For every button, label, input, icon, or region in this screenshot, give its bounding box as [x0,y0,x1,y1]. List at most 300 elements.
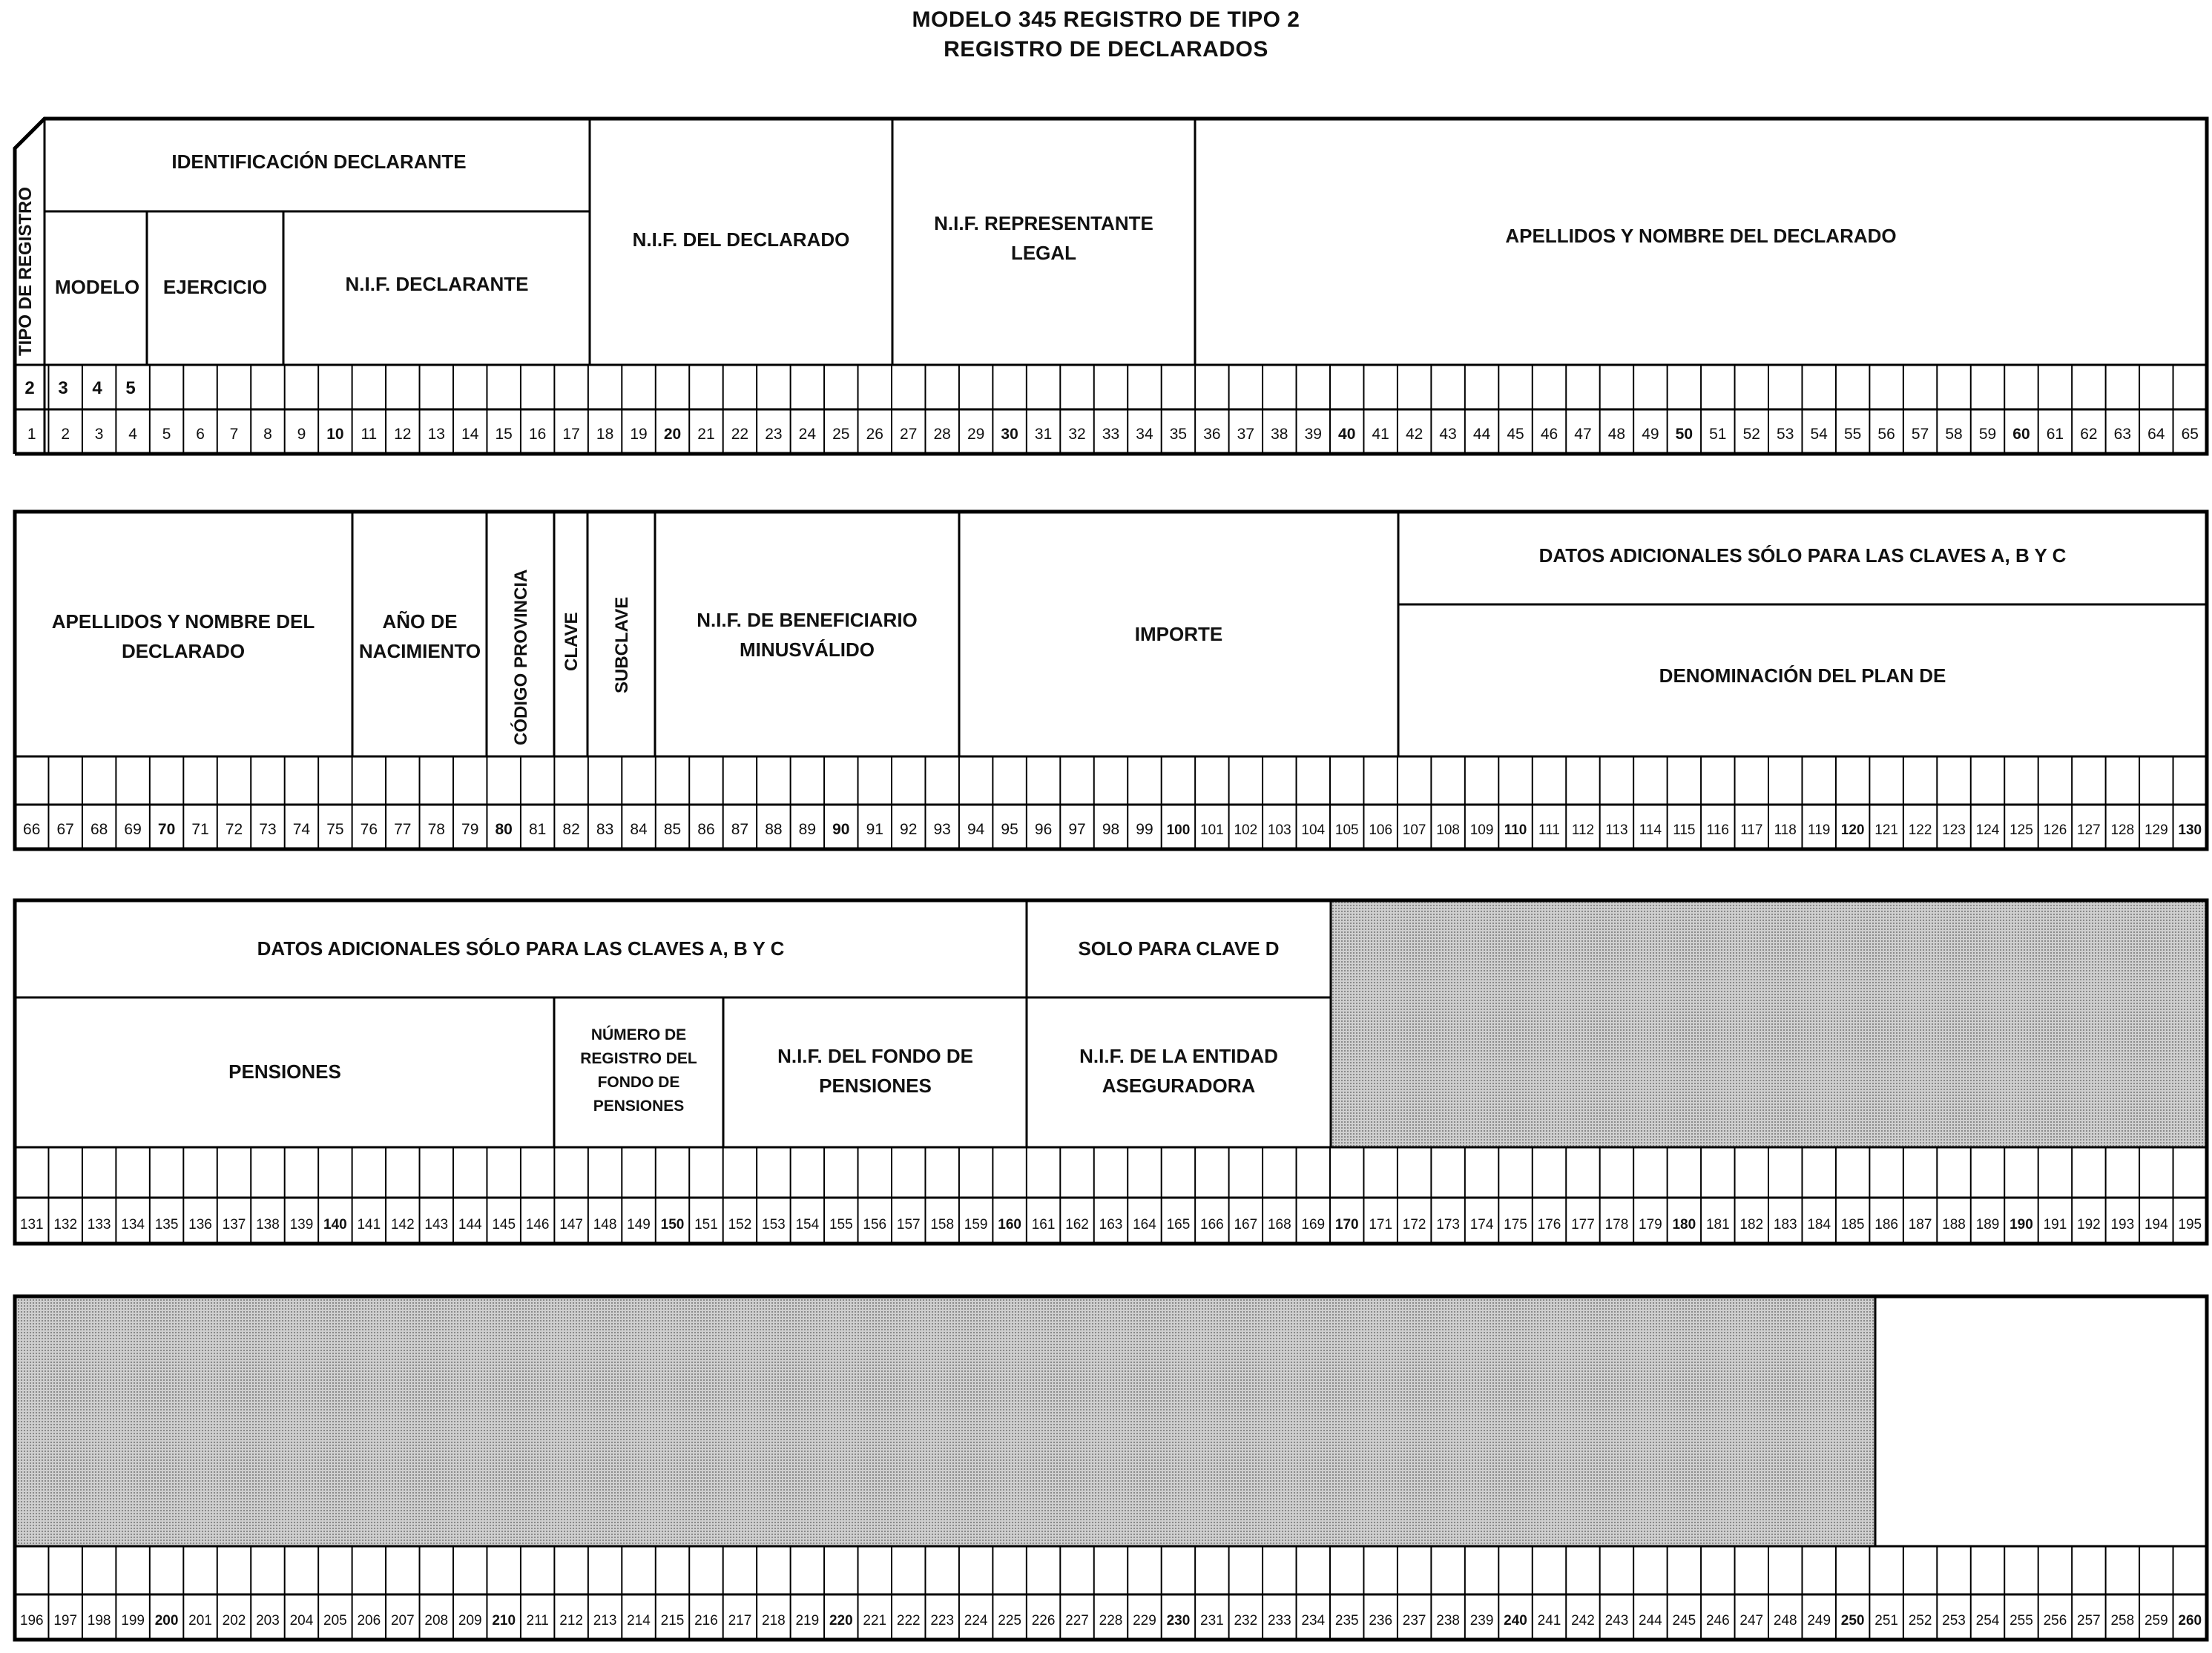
position-number-185: 185 [1840,1217,1865,1233]
block-4 [15,1296,2207,1640]
position-number-71: 71 [191,821,209,838]
position-number-228: 228 [1099,1613,1123,1629]
position-number-181: 181 [1705,1217,1730,1233]
position-number-211: 211 [526,1613,549,1629]
position-number-8: 8 [263,426,272,443]
position-number-235: 235 [1334,1613,1359,1629]
position-number-243: 243 [1604,1613,1629,1629]
position-number-253: 253 [1942,1613,1966,1629]
position-number-44: 44 [1472,426,1491,443]
position-number-72: 72 [225,821,243,838]
position-number-87: 87 [731,821,749,838]
position-number-153: 153 [762,1217,786,1233]
position-number-35: 35 [1169,426,1188,443]
position-number-187: 187 [1908,1217,1932,1233]
position-number-88: 88 [765,821,783,838]
position-number-258: 258 [2110,1613,2135,1629]
position-number-229: 229 [1133,1613,1156,1629]
position-number-207: 207 [390,1613,415,1629]
nif-beneficiario-label-2: MINUSVÁLIDO [740,639,875,661]
position-number-78: 78 [427,821,445,838]
position-number-46: 46 [1540,426,1558,443]
position-number-173: 173 [1436,1217,1460,1233]
position-number-127: 127 [2077,822,2101,838]
clave-label: CLAVE [562,612,582,671]
denominacion-plan-label: DENOMINACIÓN DEL PLAN DE [1659,664,1946,687]
position-number-186: 186 [1874,1217,1898,1233]
position-number-3: 3 [94,426,104,443]
position-number-215: 215 [660,1613,685,1629]
nif-fondo-label-2: PENSIONES [819,1075,932,1097]
position-number-103: 103 [1267,822,1291,838]
position-number-232: 232 [1234,1613,1258,1629]
nif-representante-label-2: LEGAL [1010,242,1077,264]
position-number-2: 2 [61,426,70,443]
block-1 [15,119,2207,454]
position-number-16: 16 [528,426,547,443]
position-number-145: 145 [492,1217,516,1233]
position-number-143: 143 [424,1217,449,1233]
position-number-75: 75 [326,821,344,838]
position-number-220: 220 [829,1613,853,1629]
position-number-259: 259 [2144,1613,2168,1629]
position-number-108: 108 [1436,822,1460,838]
position-number-10: 10 [326,426,344,443]
position-number-93: 93 [933,821,951,838]
nif-declarado-label: N.I.F. DEL DECLARADO [632,228,850,251]
position-number-84: 84 [630,821,648,838]
apellidos-nombre-label: APELLIDOS Y NOMBRE DEL DECLARADO [1505,225,1897,247]
position-number-152: 152 [728,1217,752,1233]
position-number-194: 194 [2144,1217,2168,1233]
position-number-208: 208 [424,1613,449,1629]
position-number-160: 160 [998,1217,1021,1233]
position-number-191: 191 [2043,1217,2067,1233]
value-position-4: 5 [125,378,136,398]
position-number-140: 140 [323,1217,347,1233]
position-number-227: 227 [1065,1613,1089,1629]
position-number-100: 100 [1166,822,1191,838]
position-number-37: 37 [1237,426,1255,443]
position-number-216: 216 [694,1613,718,1629]
position-number-175: 175 [1504,1217,1527,1233]
position-number-104: 104 [1301,822,1326,838]
position-number-199: 199 [121,1613,145,1629]
position-number-63: 63 [2113,426,2132,443]
position-number-178: 178 [1604,1217,1629,1233]
position-number-74: 74 [292,821,311,838]
position-number-248: 248 [1773,1613,1797,1629]
position-number-65: 65 [2181,426,2199,443]
position-number-57: 57 [1911,426,1929,443]
position-number-256: 256 [2043,1613,2067,1629]
position-number-247: 247 [1739,1613,1764,1629]
position-number-167: 167 [1234,1217,1258,1233]
position-number-223: 223 [930,1613,955,1629]
position-number-56: 56 [1877,426,1895,443]
position-number-52: 52 [1742,426,1760,443]
position-number-144: 144 [458,1217,482,1233]
position-number-61: 61 [2046,426,2064,443]
position-number-198: 198 [87,1613,111,1629]
value-position-2: 3 [58,378,68,398]
position-number-209: 209 [458,1613,482,1629]
position-number-221: 221 [863,1613,887,1629]
position-number-22: 22 [731,426,749,443]
position-number-184: 184 [1807,1217,1831,1233]
position-number-81: 81 [528,821,547,838]
position-number-30: 30 [1001,426,1018,443]
position-number-238: 238 [1436,1613,1460,1629]
position-number-224: 224 [964,1613,988,1629]
position-number-260: 260 [2178,1613,2202,1629]
anio-nacimiento-label-2: NACIMIENTO [358,640,481,662]
position-number-254: 254 [1975,1613,2000,1629]
value-position-3: 4 [92,378,102,398]
position-number-166: 166 [1200,1217,1224,1233]
position-number-41: 41 [1372,426,1389,443]
position-number-6: 6 [196,426,205,443]
position-number-154: 154 [795,1217,820,1233]
position-number-189: 189 [1975,1217,2000,1233]
position-number-251: 251 [1874,1613,1898,1629]
position-number-45: 45 [1507,426,1524,443]
position-number-134: 134 [121,1217,145,1233]
position-number-89: 89 [798,821,817,838]
position-number-18: 18 [596,426,614,443]
modelo-label: MODELO [54,276,140,298]
numero-registro-label-3: FONDO DE [597,1074,680,1091]
form-subtitle: REGISTRO DE DECLARADOS [944,37,1268,62]
nif-representante-label-1: N.I.F. REPRESENTANTE [934,212,1153,234]
datos-adicionales-label: DATOS ADICIONALES SÓLO PARA LAS CLAVES A, B Y C [1538,544,2067,567]
position-number-174: 174 [1469,1217,1494,1233]
position-number-109: 109 [1469,822,1494,838]
subclave-label: SUBCLAVE [612,596,632,693]
position-number-43: 43 [1439,426,1457,443]
position-number-76: 76 [360,821,378,838]
position-number-197: 197 [53,1613,78,1629]
position-number-38: 38 [1271,426,1288,443]
position-number-105: 105 [1334,822,1359,838]
position-number-12: 12 [394,426,412,443]
position-number-244: 244 [1639,1613,1662,1629]
position-number-117: 117 [1740,822,1763,838]
position-number-257: 257 [2077,1613,2101,1629]
position-number-32: 32 [1068,426,1086,443]
position-number-17: 17 [562,426,580,443]
position-number-115: 115 [1673,822,1696,838]
position-number-163: 163 [1099,1217,1123,1233]
position-number-23: 23 [765,426,783,443]
position-number-64: 64 [2147,426,2165,443]
position-number-164: 164 [1133,1217,1156,1233]
position-number-234: 234 [1301,1613,1326,1629]
position-number-206: 206 [357,1613,381,1629]
position-number-94: 94 [967,821,985,838]
importe-label: IMPORTE [1134,623,1223,645]
block-3 [15,900,2207,1244]
position-number-1: 1 [27,426,36,443]
position-number-236: 236 [1369,1613,1393,1629]
position-number-97: 97 [1068,821,1086,838]
position-number-49: 49 [1642,426,1659,443]
nif-beneficiario-label-1: N.I.F. DE BENEFICIARIO [697,609,918,631]
position-number-70: 70 [157,821,176,838]
position-number-146: 146 [525,1217,550,1233]
position-number-95: 95 [1001,821,1018,838]
position-number-53: 53 [1777,426,1794,443]
position-number-91: 91 [866,821,883,838]
position-number-233: 233 [1267,1613,1291,1629]
position-number-15: 15 [495,426,513,443]
position-number-122: 122 [1908,822,1932,838]
position-number-155: 155 [829,1217,853,1233]
position-number-250: 250 [1840,1613,1865,1629]
position-number-205: 205 [323,1613,347,1629]
position-number-245: 245 [1672,1613,1696,1629]
position-number-239: 239 [1469,1613,1494,1629]
position-number-121: 121 [1874,822,1898,838]
position-number-28: 28 [933,426,951,443]
nif-declarante-label: N.I.F. DECLARANTE [345,273,529,295]
position-number-116: 116 [1706,822,1729,838]
position-number-27: 27 [900,426,918,443]
position-number-219: 219 [795,1613,820,1629]
position-number-83: 83 [596,821,614,838]
position-number-59: 59 [1978,426,1997,443]
position-number-148: 148 [593,1217,617,1233]
position-number-120: 120 [1840,822,1865,838]
position-number-113: 113 [1605,822,1628,838]
position-number-226: 226 [1031,1613,1056,1629]
position-number-80: 80 [495,821,513,838]
position-number-142: 142 [390,1217,415,1233]
position-number-137: 137 [222,1217,246,1233]
position-number-34: 34 [1136,426,1153,443]
position-number-217: 217 [728,1613,752,1629]
position-number-138: 138 [256,1217,280,1233]
position-number-165: 165 [1166,1217,1191,1233]
position-number-196: 196 [19,1613,44,1629]
position-number-101: 101 [1200,822,1224,838]
position-number-246: 246 [1705,1613,1730,1629]
position-number-25: 25 [832,426,850,443]
identificacion-declarante-label: IDENTIFICACIÓN DECLARANTE [171,151,467,173]
position-number-19: 19 [630,426,648,443]
position-number-90: 90 [832,821,850,838]
nif-entidad-label-1: N.I.F. DE LA ENTIDAD [1079,1045,1278,1067]
position-number-21: 21 [697,426,715,443]
position-number-200: 200 [154,1613,179,1629]
tipo-registro-label: TIPO DE REGISTRO [16,186,36,356]
anio-nacimiento-label-1: AÑO DE [382,610,458,633]
position-number-40: 40 [1338,426,1356,443]
position-number-202: 202 [222,1613,246,1629]
ejercicio-label: EJERCICIO [162,276,268,298]
position-number-99: 99 [1136,821,1153,838]
numero-registro-label-4: PENSIONES [593,1098,685,1115]
position-number-133: 133 [87,1217,111,1233]
position-number-149: 149 [627,1217,651,1233]
position-number-129: 129 [2144,822,2168,838]
position-number-201: 201 [188,1613,212,1629]
position-number-203: 203 [256,1613,280,1629]
position-number-156: 156 [863,1217,887,1233]
position-number-54: 54 [1810,426,1828,443]
position-number-237: 237 [1402,1613,1426,1629]
position-number-13: 13 [427,426,445,443]
position-number-240: 240 [1504,1613,1527,1629]
position-number-50: 50 [1675,426,1693,443]
position-number-26: 26 [866,426,883,443]
position-number-77: 77 [394,821,412,838]
nif-entidad-label-2: ASEGURADORA [1102,1075,1256,1097]
position-number-111: 111 [1538,822,1560,838]
position-number-193: 193 [2110,1217,2135,1233]
position-number-169: 169 [1301,1217,1326,1233]
position-number-85: 85 [663,821,682,838]
nif-fondo-label-1: N.I.F. DEL FONDO DE [777,1045,973,1067]
block-2 [15,512,2207,849]
pensiones-label: PENSIONES [228,1060,341,1083]
position-number-151: 151 [694,1217,718,1233]
position-number-128: 128 [2110,822,2135,838]
position-number-79: 79 [461,821,479,838]
position-number-102: 102 [1234,822,1258,838]
position-number-225: 225 [998,1613,1021,1629]
position-number-73: 73 [259,821,277,838]
position-number-112: 112 [1571,822,1595,838]
position-number-147: 147 [559,1217,583,1233]
position-number-55: 55 [1843,426,1862,443]
position-number-222: 222 [896,1613,921,1629]
position-number-161: 161 [1031,1217,1056,1233]
position-number-114: 114 [1639,822,1662,838]
position-number-176: 176 [1537,1217,1561,1233]
value-position-1: 2 [24,378,35,398]
position-number-126: 126 [2043,822,2067,838]
position-number-159: 159 [964,1217,988,1233]
position-number-60: 60 [2012,426,2030,443]
position-number-218: 218 [762,1613,786,1629]
position-number-20: 20 [663,426,682,443]
position-number-124: 124 [1975,822,2000,838]
position-number-66: 66 [23,821,41,838]
position-number-123: 123 [1942,822,1966,838]
position-number-118: 118 [1774,822,1797,838]
position-number-58: 58 [1945,426,1963,443]
position-number-252: 252 [1908,1613,1932,1629]
position-number-98: 98 [1102,821,1120,838]
position-number-231: 231 [1200,1613,1224,1629]
position-number-4: 4 [128,426,137,443]
position-number-14: 14 [461,426,479,443]
position-number-47: 47 [1574,426,1592,443]
position-number-107: 107 [1402,822,1426,838]
position-number-135: 135 [154,1217,179,1233]
position-number-249: 249 [1807,1613,1831,1629]
position-number-241: 241 [1537,1613,1561,1629]
position-number-82: 82 [562,821,580,838]
position-number-214: 214 [627,1613,651,1629]
position-number-172: 172 [1402,1217,1426,1233]
position-number-180: 180 [1672,1217,1696,1233]
position-number-36: 36 [1203,426,1221,443]
position-number-69: 69 [124,821,142,838]
position-number-132: 132 [53,1217,78,1233]
position-number-31: 31 [1034,426,1053,443]
position-number-162: 162 [1065,1217,1089,1233]
numero-registro-label-1: NÚMERO DE [590,1026,687,1043]
position-number-183: 183 [1773,1217,1797,1233]
position-number-9: 9 [297,426,306,443]
position-number-96: 96 [1034,821,1053,838]
codigo-provincia-label: CÓDIGO PROVINCIA [511,569,531,745]
solo-clave-d-label: SOLO PARA CLAVE D [1078,937,1280,960]
datos-adicionales-label-2: DATOS ADICIONALES SÓLO PARA LAS CLAVES A, B Y C [257,937,785,960]
position-number-68: 68 [90,821,108,838]
position-number-92: 92 [900,821,918,838]
position-number-24: 24 [798,426,817,443]
position-number-39: 39 [1304,426,1322,443]
position-number-67: 67 [56,821,74,838]
position-number-125: 125 [2009,822,2033,838]
position-number-106: 106 [1369,822,1393,838]
position-number-171: 171 [1369,1217,1393,1233]
position-number-157: 157 [896,1217,921,1233]
position-number-242: 242 [1571,1613,1595,1629]
position-number-33: 33 [1102,426,1120,443]
position-number-188: 188 [1942,1217,1966,1233]
position-number-168: 168 [1267,1217,1291,1233]
apellidos-declarado-label-2: DECLARADO [121,640,246,662]
position-number-136: 136 [188,1217,212,1233]
apellidos-declarado-label-1: APELLIDOS Y NOMBRE DEL [51,610,315,633]
position-number-130: 130 [2178,822,2202,838]
position-number-7: 7 [229,426,239,443]
position-number-48: 48 [1607,426,1626,443]
position-number-131: 131 [19,1217,44,1233]
position-number-5: 5 [162,426,171,443]
position-number-192: 192 [2077,1217,2101,1233]
position-number-182: 182 [1739,1217,1764,1233]
position-number-212: 212 [559,1613,583,1629]
position-number-86: 86 [697,821,715,838]
position-number-150: 150 [660,1217,685,1233]
position-number-62: 62 [2080,426,2098,443]
position-number-177: 177 [1571,1217,1595,1233]
position-number-51: 51 [1709,426,1727,443]
position-number-255: 255 [2009,1613,2033,1629]
shaded-area-block-4 [15,1296,1875,1546]
position-number-139: 139 [289,1217,314,1233]
position-number-195: 195 [2178,1217,2202,1233]
position-number-158: 158 [930,1217,955,1233]
position-number-110: 110 [1504,822,1527,838]
position-number-190: 190 [2009,1217,2033,1233]
position-number-29: 29 [967,426,985,443]
position-number-170: 170 [1334,1217,1359,1233]
position-number-119: 119 [1808,822,1831,838]
form-title: MODELO 345 REGISTRO DE TIPO 2 [912,7,1300,32]
position-number-42: 42 [1405,426,1423,443]
position-number-204: 204 [289,1613,314,1629]
shaded-area-block-3 [1331,900,2207,1147]
position-number-210: 210 [492,1613,516,1629]
position-number-230: 230 [1166,1613,1191,1629]
position-number-213: 213 [593,1613,617,1629]
